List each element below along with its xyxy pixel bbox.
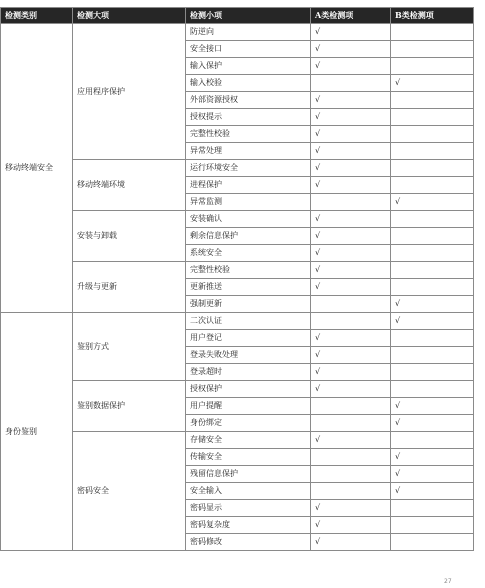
class-a-mark-cell: √	[311, 432, 391, 449]
major-item-cell: 移动终端环境	[73, 160, 186, 211]
sub-item-cell: 异常处理	[186, 143, 311, 160]
class-b-mark-cell: √	[391, 194, 474, 211]
class-a-mark-cell	[311, 194, 391, 211]
major-item-cell: 应用程序保护	[73, 24, 186, 160]
major-item-cell: 密码安全	[73, 432, 186, 551]
header-category: 检测类别	[1, 8, 73, 24]
sub-item-cell: 安全输入	[186, 483, 311, 500]
sub-item-cell: 输入保护	[186, 58, 311, 75]
table-row	[1, 24, 474, 41]
class-a-mark-cell: √	[311, 262, 391, 279]
class-a-mark-cell: √	[311, 109, 391, 126]
sub-item-cell: 运行环境安全	[186, 160, 311, 177]
class-a-mark-cell	[311, 415, 391, 432]
header-class-a: A类检测项	[311, 8, 391, 24]
class-b-mark-cell	[391, 279, 474, 296]
class-b-mark-cell	[391, 330, 474, 347]
sub-item-cell: 二次认证	[186, 313, 311, 330]
class-a-mark-cell	[311, 483, 391, 500]
class-b-mark-cell	[391, 432, 474, 449]
page-number: 27	[444, 578, 452, 585]
sub-item-cell: 授权保护	[186, 381, 311, 398]
class-b-mark-cell	[391, 24, 474, 41]
class-a-mark-cell	[311, 75, 391, 92]
sub-item-cell: 残留信息保护	[186, 466, 311, 483]
class-a-mark-cell: √	[311, 177, 391, 194]
sub-item-cell: 存储安全	[186, 432, 311, 449]
class-b-mark-cell: √	[391, 449, 474, 466]
sub-item-cell: 登录失败处理	[186, 347, 311, 364]
sub-item-cell: 安全接口	[186, 41, 311, 58]
major-item-cell: 升级与更新	[73, 262, 186, 313]
class-a-mark-cell	[311, 398, 391, 415]
class-b-mark-cell: √	[391, 313, 474, 330]
header-sub-item: 检测小项	[186, 8, 311, 24]
class-a-mark-cell: √	[311, 517, 391, 534]
sub-item-cell: 系统安全	[186, 245, 311, 262]
sub-item-cell: 进程保护	[186, 177, 311, 194]
sub-item-cell: 用户登记	[186, 330, 311, 347]
sub-item-cell: 完整性校验	[186, 262, 311, 279]
class-a-mark-cell: √	[311, 126, 391, 143]
class-b-mark-cell	[391, 245, 474, 262]
class-a-mark-cell: √	[311, 500, 391, 517]
class-a-mark-cell: √	[311, 24, 391, 41]
class-a-mark-cell: √	[311, 279, 391, 296]
sub-item-cell: 密码修改	[186, 534, 311, 551]
class-a-mark-cell: √	[311, 41, 391, 58]
major-item-cell: 鉴别数据保护	[73, 381, 186, 432]
class-a-mark-cell: √	[311, 534, 391, 551]
class-a-mark-cell: √	[311, 92, 391, 109]
class-b-mark-cell	[391, 347, 474, 364]
sub-item-cell: 强制更新	[186, 296, 311, 313]
class-b-mark-cell	[391, 262, 474, 279]
category-cell: 身份鉴别	[1, 313, 73, 551]
table-header-row	[1, 8, 474, 24]
class-b-mark-cell: √	[391, 466, 474, 483]
class-b-mark-cell	[391, 58, 474, 75]
sub-item-cell: 剩余信息保护	[186, 228, 311, 245]
class-b-mark-cell	[391, 160, 474, 177]
sub-item-cell: 外部资源授权	[186, 92, 311, 109]
major-item-cell: 安装与卸载	[73, 211, 186, 262]
category-cell: 移动终端安全	[1, 24, 73, 313]
class-b-mark-cell	[391, 92, 474, 109]
class-a-mark-cell: √	[311, 381, 391, 398]
class-a-mark-cell: √	[311, 58, 391, 75]
sub-item-cell: 防逆向	[186, 24, 311, 41]
class-b-mark-cell: √	[391, 75, 474, 92]
sub-item-cell: 用户提醒	[186, 398, 311, 415]
class-a-mark-cell: √	[311, 364, 391, 381]
header-class-b: B类检测项	[391, 8, 474, 24]
sub-item-cell: 身份绑定	[186, 415, 311, 432]
sub-item-cell: 输入校验	[186, 75, 311, 92]
sub-item-cell: 密码显示	[186, 500, 311, 517]
table-body	[1, 24, 474, 551]
class-b-mark-cell	[391, 109, 474, 126]
class-b-mark-cell: √	[391, 483, 474, 500]
class-a-mark-cell: √	[311, 143, 391, 160]
class-b-mark-cell	[391, 177, 474, 194]
class-a-mark-cell	[311, 296, 391, 313]
class-b-mark-cell	[391, 228, 474, 245]
class-b-mark-cell	[391, 126, 474, 143]
class-a-mark-cell	[311, 449, 391, 466]
class-a-mark-cell: √	[311, 330, 391, 347]
class-b-mark-cell	[391, 41, 474, 58]
class-a-mark-cell: √	[311, 211, 391, 228]
detection-items-table	[0, 7, 474, 551]
class-a-mark-cell	[311, 313, 391, 330]
class-b-mark-cell	[391, 143, 474, 160]
class-b-mark-cell	[391, 381, 474, 398]
class-b-mark-cell: √	[391, 296, 474, 313]
sub-item-cell: 传输安全	[186, 449, 311, 466]
class-b-mark-cell	[391, 500, 474, 517]
sub-item-cell: 完整性校验	[186, 126, 311, 143]
sub-item-cell: 授权提示	[186, 109, 311, 126]
sub-item-cell: 密码复杂度	[186, 517, 311, 534]
class-a-mark-cell: √	[311, 160, 391, 177]
class-b-mark-cell: √	[391, 415, 474, 432]
class-a-mark-cell: √	[311, 228, 391, 245]
table-row	[1, 313, 474, 330]
class-b-mark-cell	[391, 534, 474, 551]
class-a-mark-cell: √	[311, 347, 391, 364]
class-b-mark-cell	[391, 517, 474, 534]
sub-item-cell: 登录超时	[186, 364, 311, 381]
sub-item-cell: 异常监测	[186, 194, 311, 211]
class-a-mark-cell: √	[311, 245, 391, 262]
sub-item-cell: 更新推送	[186, 279, 311, 296]
class-a-mark-cell	[311, 466, 391, 483]
class-b-mark-cell	[391, 364, 474, 381]
header-major-item: 检测大项	[73, 8, 186, 24]
sub-item-cell: 安装确认	[186, 211, 311, 228]
class-b-mark-cell	[391, 211, 474, 228]
major-item-cell: 鉴别方式	[73, 313, 186, 381]
class-b-mark-cell: √	[391, 398, 474, 415]
